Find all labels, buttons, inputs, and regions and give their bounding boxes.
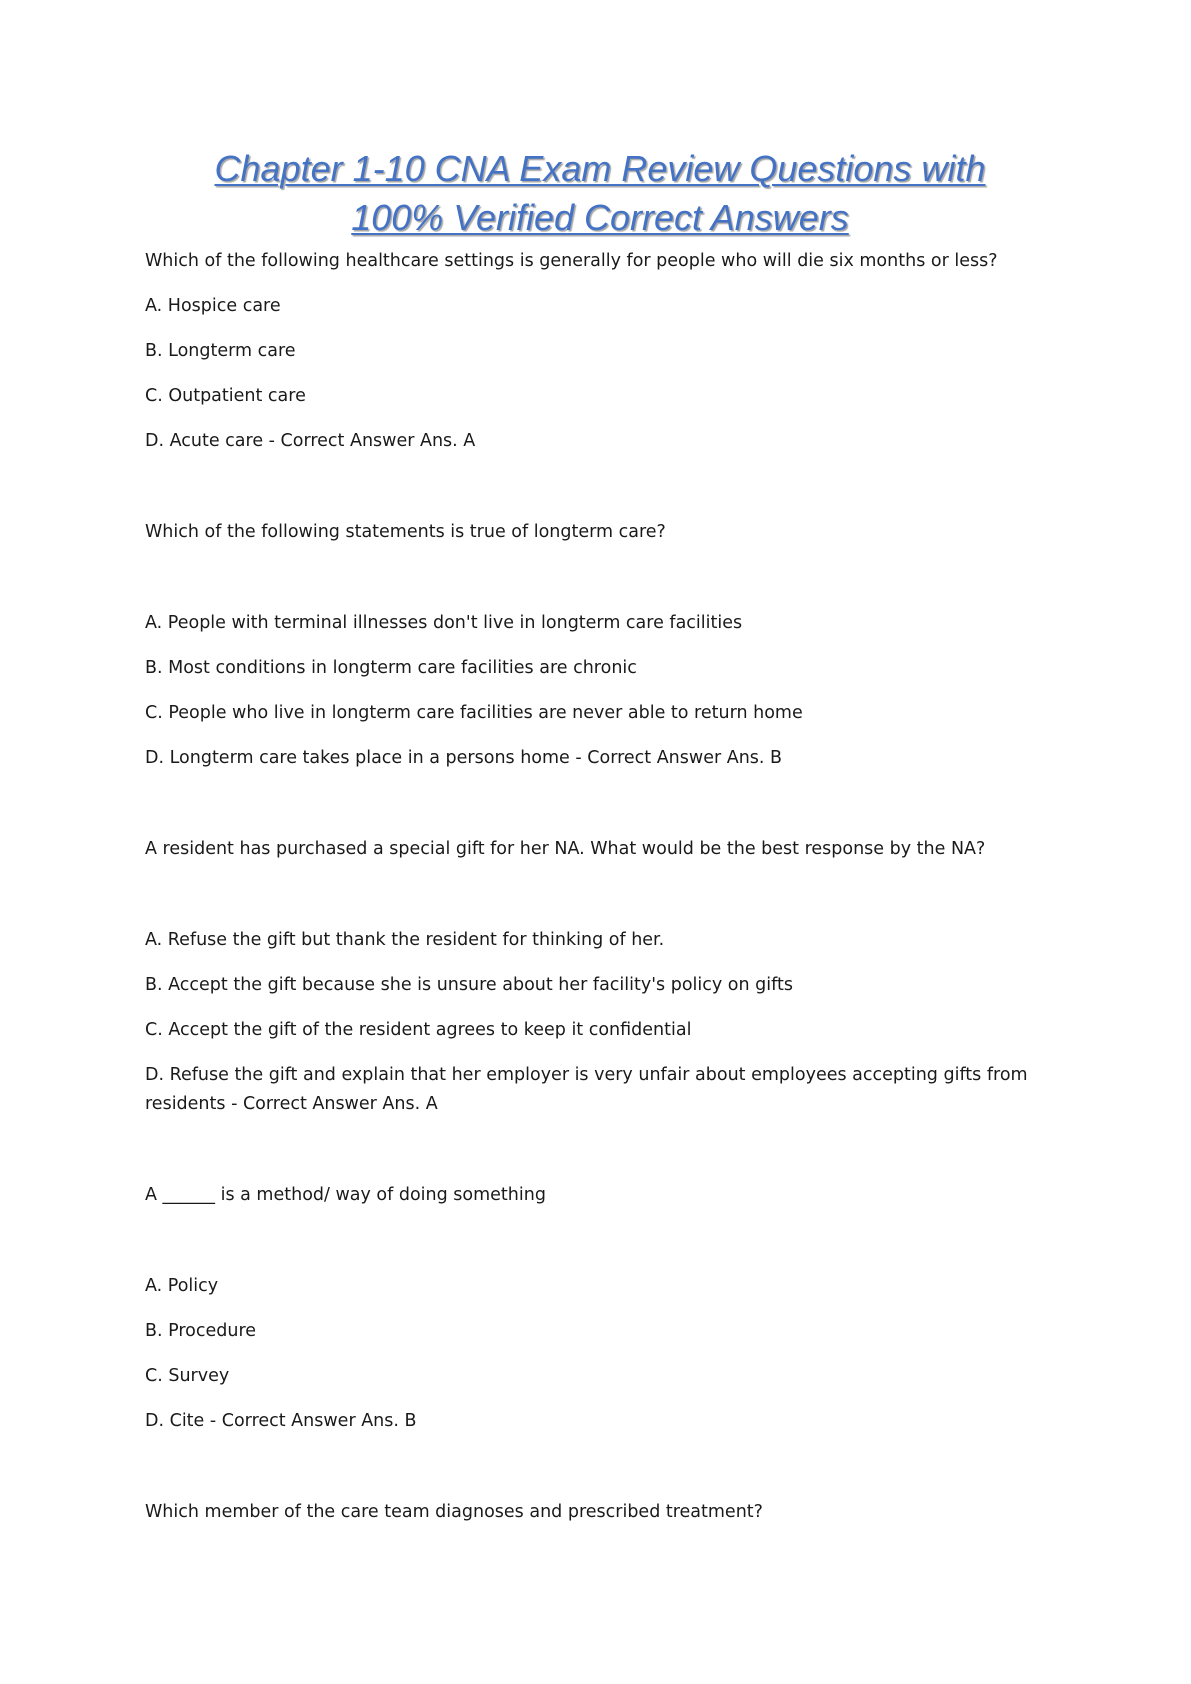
question-2-option-c: C. People who live in longterm care facilities are never able to return home	[145, 703, 803, 723]
question-3-option-a: A. Refuse the gift but thank the resident for thinking of her.	[145, 930, 665, 950]
question-4-option-a: A. Policy	[145, 1276, 219, 1296]
question-1-text: Which of the following healthcare settings is generally for people who will die six months or less?	[145, 251, 998, 271]
question-1-option-c: C. Outpatient care	[145, 386, 306, 406]
question-2-option-d: D. Longterm care takes place in a persons home - Correct Answer Ans. B	[145, 748, 783, 768]
title-line-2[interactable]: 100% Verified Correct Answers	[351, 197, 849, 238]
question-4-option-c: C. Survey	[145, 1366, 230, 1386]
question-3-option-b: B. Accept the gift because she is unsure about her facility's policy on gifts	[145, 975, 793, 995]
title-line-1[interactable]: Chapter 1-10 CNA Exam Review Questions with	[214, 148, 986, 189]
question-3-option-d: D. Refuse the gift and explain that her employer is very unfair about employees accepting gifts from residents - Correct Answer Ans. A	[145, 1065, 1028, 1114]
question-2-text: Which of the following statements is true of longterm care?	[145, 522, 666, 542]
question-1-option-a: A. Hospice care	[145, 296, 281, 316]
question-3-option-c: C. Accept the gift of the resident agrees to keep it confidential	[145, 1020, 692, 1040]
question-4-text: A ______ is a method/ way of doing something	[145, 1185, 546, 1205]
question-4-option-d: D. Cite - Correct Answer Ans. B	[145, 1411, 417, 1431]
page-title[interactable]	[130, 144, 1070, 242]
question-1-option-d: D. Acute care - Correct Answer Ans. A	[145, 431, 476, 451]
question-4-option-b: B. Procedure	[145, 1321, 257, 1341]
question-2-option-a: A. People with terminal illnesses don't live in longterm care facilities	[145, 613, 743, 633]
question-2-option-b: B. Most conditions in longterm care facilities are chronic	[145, 658, 637, 678]
question-3-text: A resident has purchased a special gift for her NA. What would be the best response by the NA?	[145, 839, 986, 859]
question-5-text: Which member of the care team diagnoses and prescribed treatment?	[145, 1502, 763, 1522]
question-1-option-b: B. Longterm care	[145, 341, 296, 361]
